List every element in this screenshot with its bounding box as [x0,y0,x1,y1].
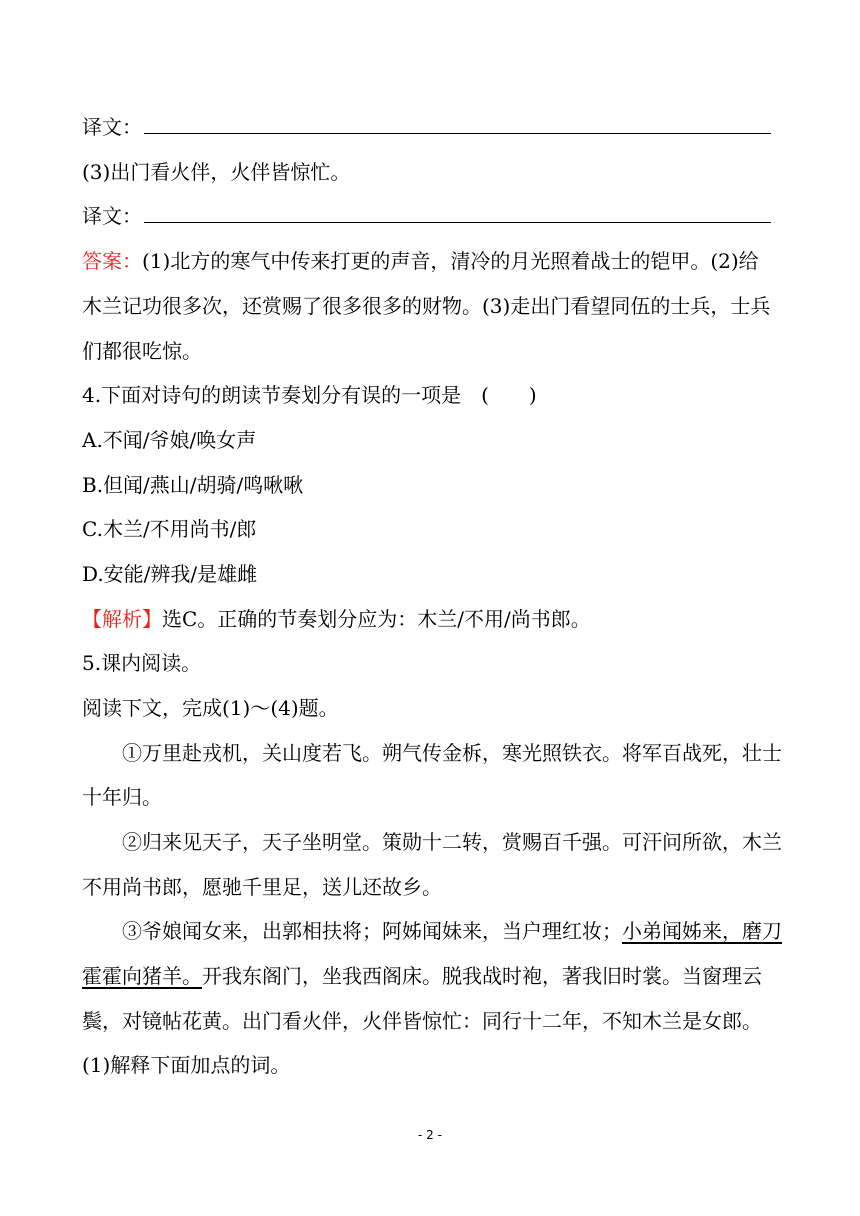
translation-line-2 [82,201,771,231]
analysis-text: 选C。正确的节奏划分应为：木兰/不用/尚书郎。 [162,607,591,631]
option-d: D.安能/辨我/是雄雌 [82,562,258,586]
passage-paragraph-1-line-2: 十年归。 [82,785,162,809]
passage-paragraph-2-line-1: ②归来见天子，天子坐明堂。策勋十二转，赏赐百千强。可汗问所欲，木兰 [122,830,782,854]
passage-paragraph-3-line-2 [82,961,762,991]
passage-paragraph-3-line-3: 鬓，对镜帖花黄。出门看火伴，火伴皆惊忙：同行十二年，不知木兰是女郎。 [82,1009,762,1033]
passage-paragraph-2-line-2: 不用尚书郎，愿驰千里足，送儿还故乡。 [82,875,442,899]
answer-line-2: 木兰记功很多次，还赏赐了很多很多的财物。(3)走出门看望同伍的士兵，士兵 [82,294,771,318]
underlined-sentence: 小弟闻姊来，磨刀 [622,919,782,943]
sub-question-1: (1)解释下面加点的词。 [82,1053,291,1077]
answer-blank[interactable] [144,202,771,223]
answer-blank[interactable] [144,113,771,134]
option-b: B.但闻/燕山/胡骑/鸣啾啾 [82,473,304,497]
passage-text: 开我东阁门，坐我西阁床。脱我战时袍，著我旧时裳。当窗理云 [202,964,762,988]
option-a: A.不闻/爷娘/唤女声 [82,428,257,452]
question-3-text: (3)出门看火伴，火伴皆惊忙。 [82,160,351,184]
translation-line-1 [82,112,771,142]
analysis-label: 【解析】 [82,607,162,631]
answer-text: (1)北方的寒气中传来打更的声音，清冷的月光照着战士的铠甲。(2)给 [142,249,759,273]
question-4-stem: 4.下面对诗句的朗读节奏划分有误的一项是 ( ) [82,383,537,407]
translation-label: 译文： [82,115,142,139]
answer-line-3: 们都很吃惊。 [82,339,202,363]
answer-line-1 [82,246,759,276]
answer-label: 答案： [82,249,142,273]
passage-paragraph-1-line-1: ①万里赴戎机，关山度若飞。朔气传金柝，寒光照铁衣。将军百战死，壮士 [122,741,782,765]
question-5-title: 5.课内阅读。 [82,651,202,675]
option-c: C.木兰/不用尚书/郎 [82,517,257,541]
page-number: - 2 - [418,1128,442,1142]
analysis-line [82,604,591,634]
translation-label: 译文： [82,204,142,228]
reading-instruction: 阅读下文，完成(1)～(4)题。 [82,696,339,720]
underlined-sentence: 霍霍向猪羊。 [82,964,202,988]
passage-text: ③爷娘闻女来，出郭相扶将；阿姊闻妹来，当户理红妆； [122,919,622,943]
passage-paragraph-3-line-1 [122,916,782,946]
